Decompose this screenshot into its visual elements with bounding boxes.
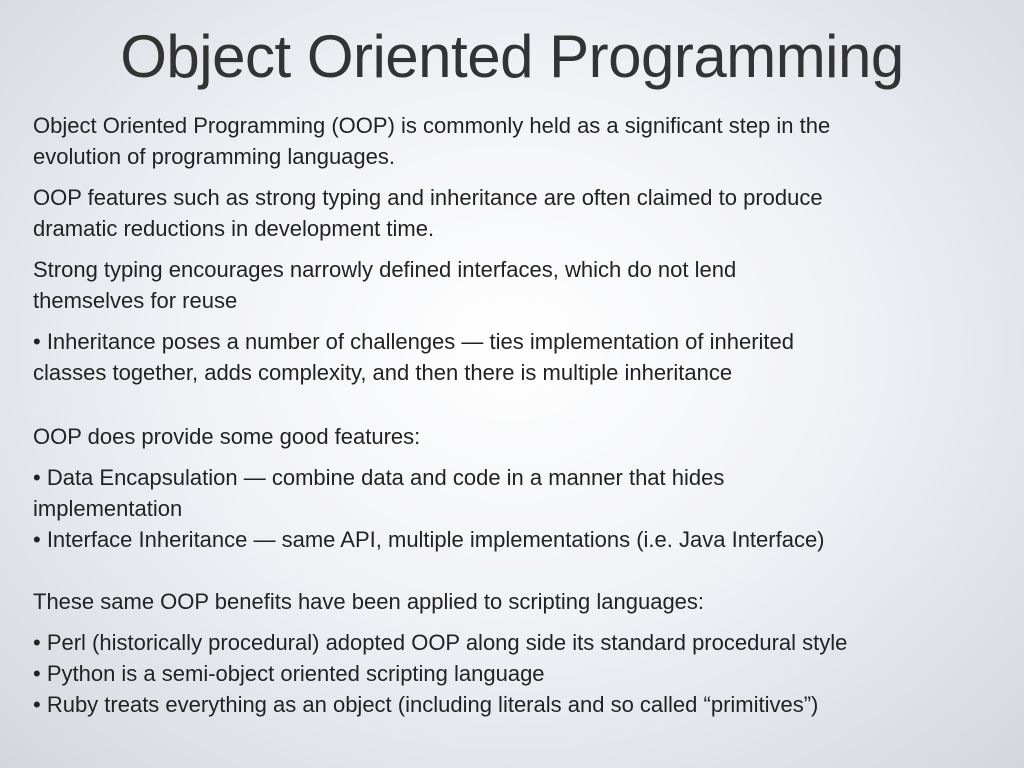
- text-line: • Perl (historically procedural) adopted OOP along side its standard procedural style: [33, 630, 848, 655]
- paragraph-oop-intro: [33, 110, 830, 172]
- text-line: evolution of programming languages.: [33, 144, 396, 169]
- text-line: Object Oriented Programming (OOP) is commonly held as a significant step in the: [33, 113, 831, 138]
- slide-title: Object Oriented Programming: [120, 23, 904, 90]
- text-line: • Python is a semi-object oriented scripting language: [33, 661, 545, 686]
- paragraph-good-features-heading: [33, 421, 420, 452]
- text-line: • Ruby treats everything as an object (including literals and so called “primitives”): [33, 692, 819, 717]
- paragraph-good-features-list: [33, 462, 825, 555]
- text-line: • Data Encapsulation — combine data and code in a manner that hides: [33, 465, 725, 490]
- text-line: classes together, adds complexity, and then there is multiple inheritance: [33, 360, 733, 385]
- text-line: OOP features such as strong typing and inheritance are often claimed to produce: [33, 185, 823, 210]
- paragraph-oop-claims: [33, 182, 823, 244]
- text-line: themselves for reuse: [33, 288, 238, 313]
- text-line: • Inheritance poses a number of challenges — ties implementation of inherited: [33, 329, 795, 354]
- text-line: These same OOP benefits have been applied to scripting languages:: [33, 589, 705, 614]
- text-line: implementation: [33, 496, 183, 521]
- text-line: OOP does provide some good features:: [33, 424, 421, 449]
- paragraph-strong-typing: [33, 254, 736, 316]
- text-line: • Interface Inheritance — same API, multiple implementations (i.e. Java Interface): [33, 527, 825, 552]
- text-line: Strong typing encourages narrowly defined interfaces, which do not lend: [33, 257, 737, 282]
- paragraph-scripting-heading: [33, 586, 704, 617]
- paragraph-scripting-list: [33, 627, 847, 720]
- text-line: dramatic reductions in development time.: [33, 216, 435, 241]
- paragraph-inheritance-challenges: [33, 326, 794, 388]
